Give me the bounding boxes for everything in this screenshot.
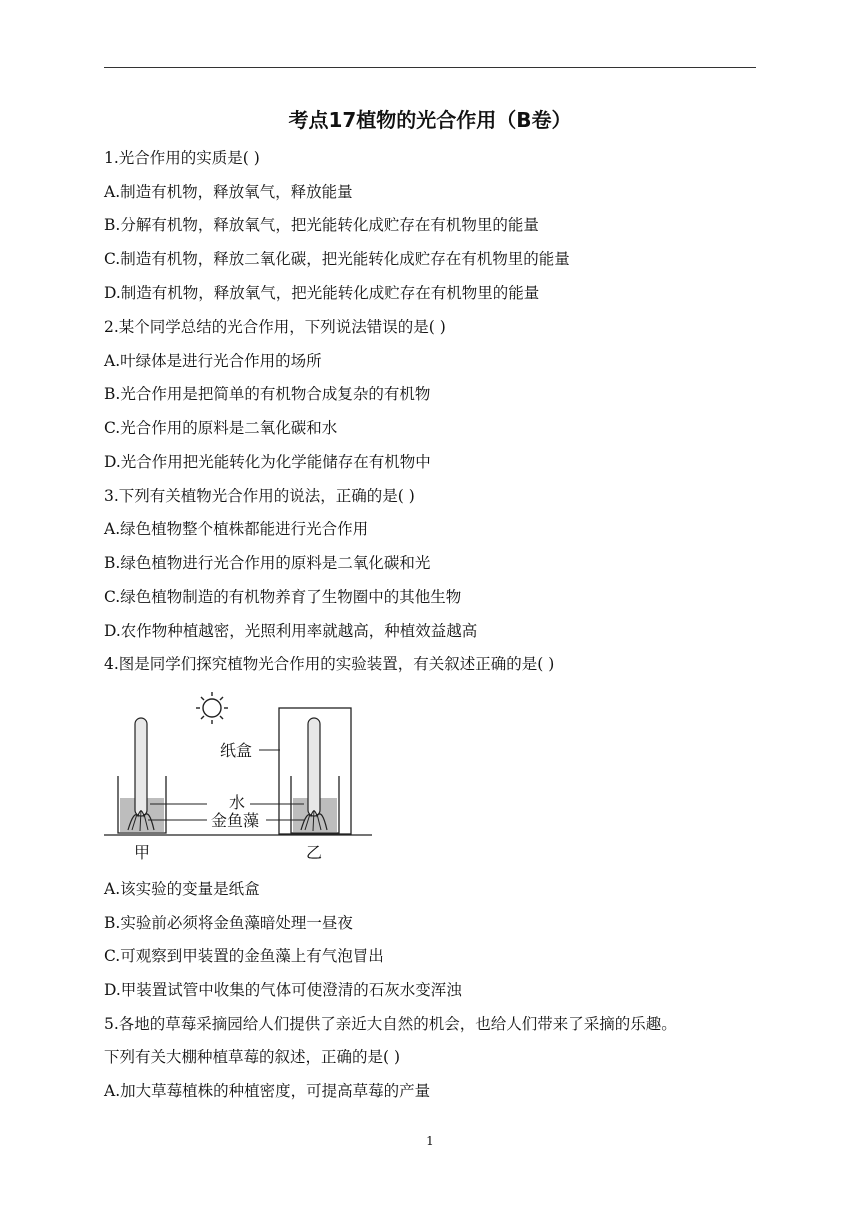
- text-line: 2.某个同学总结的光合作用，下列说法错误的是( ): [104, 318, 446, 336]
- text-line: A.制造有机物，释放氧气，释放能量: [104, 183, 353, 201]
- text-line: D.制造有机物，释放氧气，把光能转化成贮存在有机物里的能量: [104, 284, 540, 302]
- text-line: A.绿色植物整个植株都能进行光合作用: [104, 520, 369, 538]
- text-line: D.甲装置试管中收集的气体可使澄清的石灰水变浑浊: [104, 981, 462, 999]
- label-plant: 金鱼藻: [211, 811, 260, 830]
- page-number: 1: [426, 1134, 434, 1148]
- text-line: B.绿色植物进行光合作用的原料是二氧化碳和光: [104, 554, 431, 572]
- text-line: 5.各地的草莓采摘园给人们提供了亲近大自然的机会，也给人们带来了采摘的乐趣。: [104, 1015, 677, 1033]
- text-line: B.实验前必须将金鱼藻暗处理一昼夜: [104, 914, 353, 932]
- label-paper-box: 纸盒: [220, 741, 253, 760]
- text-line: A.叶绿体是进行光合作用的场所: [104, 352, 322, 370]
- header-rule: [104, 67, 756, 68]
- page-title: 考点17植物的光合作用（B卷）: [288, 108, 572, 132]
- beaker-right: [291, 718, 339, 833]
- text-line: C.绿色植物制造的有机物养育了生物圈中的其他生物: [104, 588, 462, 606]
- text-line: A.加大草莓植株的种植密度，可提高草莓的产量: [104, 1082, 431, 1100]
- text-line: 3.下列有关植物光合作用的说法，正确的是( ): [104, 487, 415, 505]
- text-line: C.可观察到甲装置的金鱼藻上有气泡冒出: [104, 947, 384, 965]
- text-line: 1.光合作用的实质是( ): [104, 149, 260, 167]
- text-line: 4.图是同学们探究植物光合作用的实验装置，有关叙述正确的是( ): [104, 655, 555, 673]
- text-line: B.分解有机物，释放氧气，把光能转化成贮存在有机物里的能量: [104, 216, 539, 234]
- text-line: B.光合作用是把简单的有机物合成复杂的有机物: [104, 385, 431, 403]
- label-jia: 甲: [134, 843, 151, 862]
- beaker-left: [118, 718, 166, 833]
- label-water: 水: [229, 793, 246, 812]
- text-line: D.农作物种植越密，光照利用率就越高，种植效益越高: [104, 622, 478, 640]
- text-line: A.该实验的变量是纸盒: [104, 880, 260, 898]
- sun-icon: [196, 692, 228, 724]
- text-line: C.制造有机物，释放二氧化碳，把光能转化成贮存在有机物里的能量: [104, 250, 570, 268]
- text-line: C.光合作用的原料是二氧化碳和水: [104, 419, 338, 437]
- experiment-figure: [104, 690, 374, 865]
- text-line: 下列有关大棚种植草莓的叙述，正确的是( ): [104, 1048, 401, 1066]
- label-yi: 乙: [306, 843, 323, 862]
- text-line: D.光合作用把光能转化为化学能储存在有机物中: [104, 453, 431, 471]
